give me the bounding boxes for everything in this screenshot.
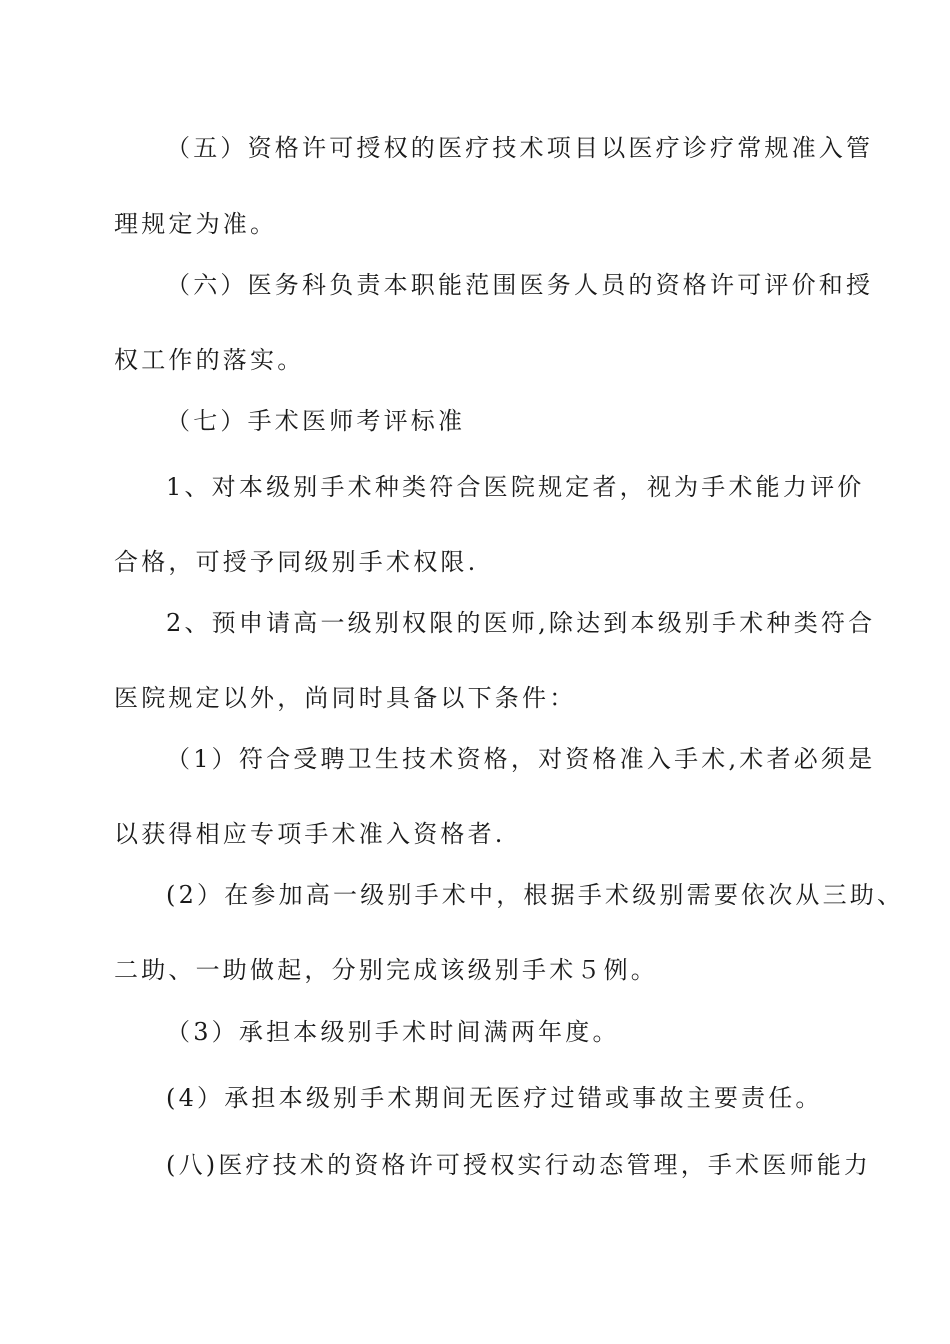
condition-3: （3）承担本级别手术时间满两年度。 (166, 1018, 620, 1046)
item-1-line-2: 合格，可授予同级别手术权限. (114, 548, 479, 576)
item-1-line-1: 1、对本级别手术种类符合医院规定者，视为手术能力评价 (166, 473, 865, 501)
condition-2-line-1: (2）在参加高一级别手术中，根据手术级别需要依次从三助、 (166, 881, 905, 909)
condition-2-line-2: 二助、一助做起，分别完成该级别手术５例。 (114, 956, 658, 984)
section-7-heading: （七）手术医师考评标准 (166, 407, 466, 435)
item-2-line-1: 2、预申请高一级别权限的医师,除达到本级别手术种类符合 (166, 609, 876, 637)
paragraph-5-line-2: 理规定为准。 (114, 210, 278, 238)
item-2-line-2: 医院规定以外，尚同时具备以下条件： (114, 684, 577, 712)
condition-1-line-1: （1）符合受聘卫生技术资格，对资格准入手术,术者必须是 (166, 745, 876, 773)
condition-4: (4）承担本级别手术期间无医疗过错或事故主要责任。 (166, 1084, 823, 1112)
paragraph-8-line-1: (八)医疗技术的资格许可授权实行动态管理，手术医师能力 (166, 1151, 872, 1179)
paragraph-6-line-2: 权工作的落实。 (114, 346, 305, 374)
condition-1-line-2: 以获得相应专项手术准入资格者. (114, 820, 506, 848)
paragraph-5-line-1: （五）资格许可授权的医疗技术项目以医疗诊疗常规准入管 (166, 134, 874, 162)
paragraph-6-line-1: （六）医务科负责本职能范围医务人员的资格许可评价和授 (166, 271, 874, 299)
